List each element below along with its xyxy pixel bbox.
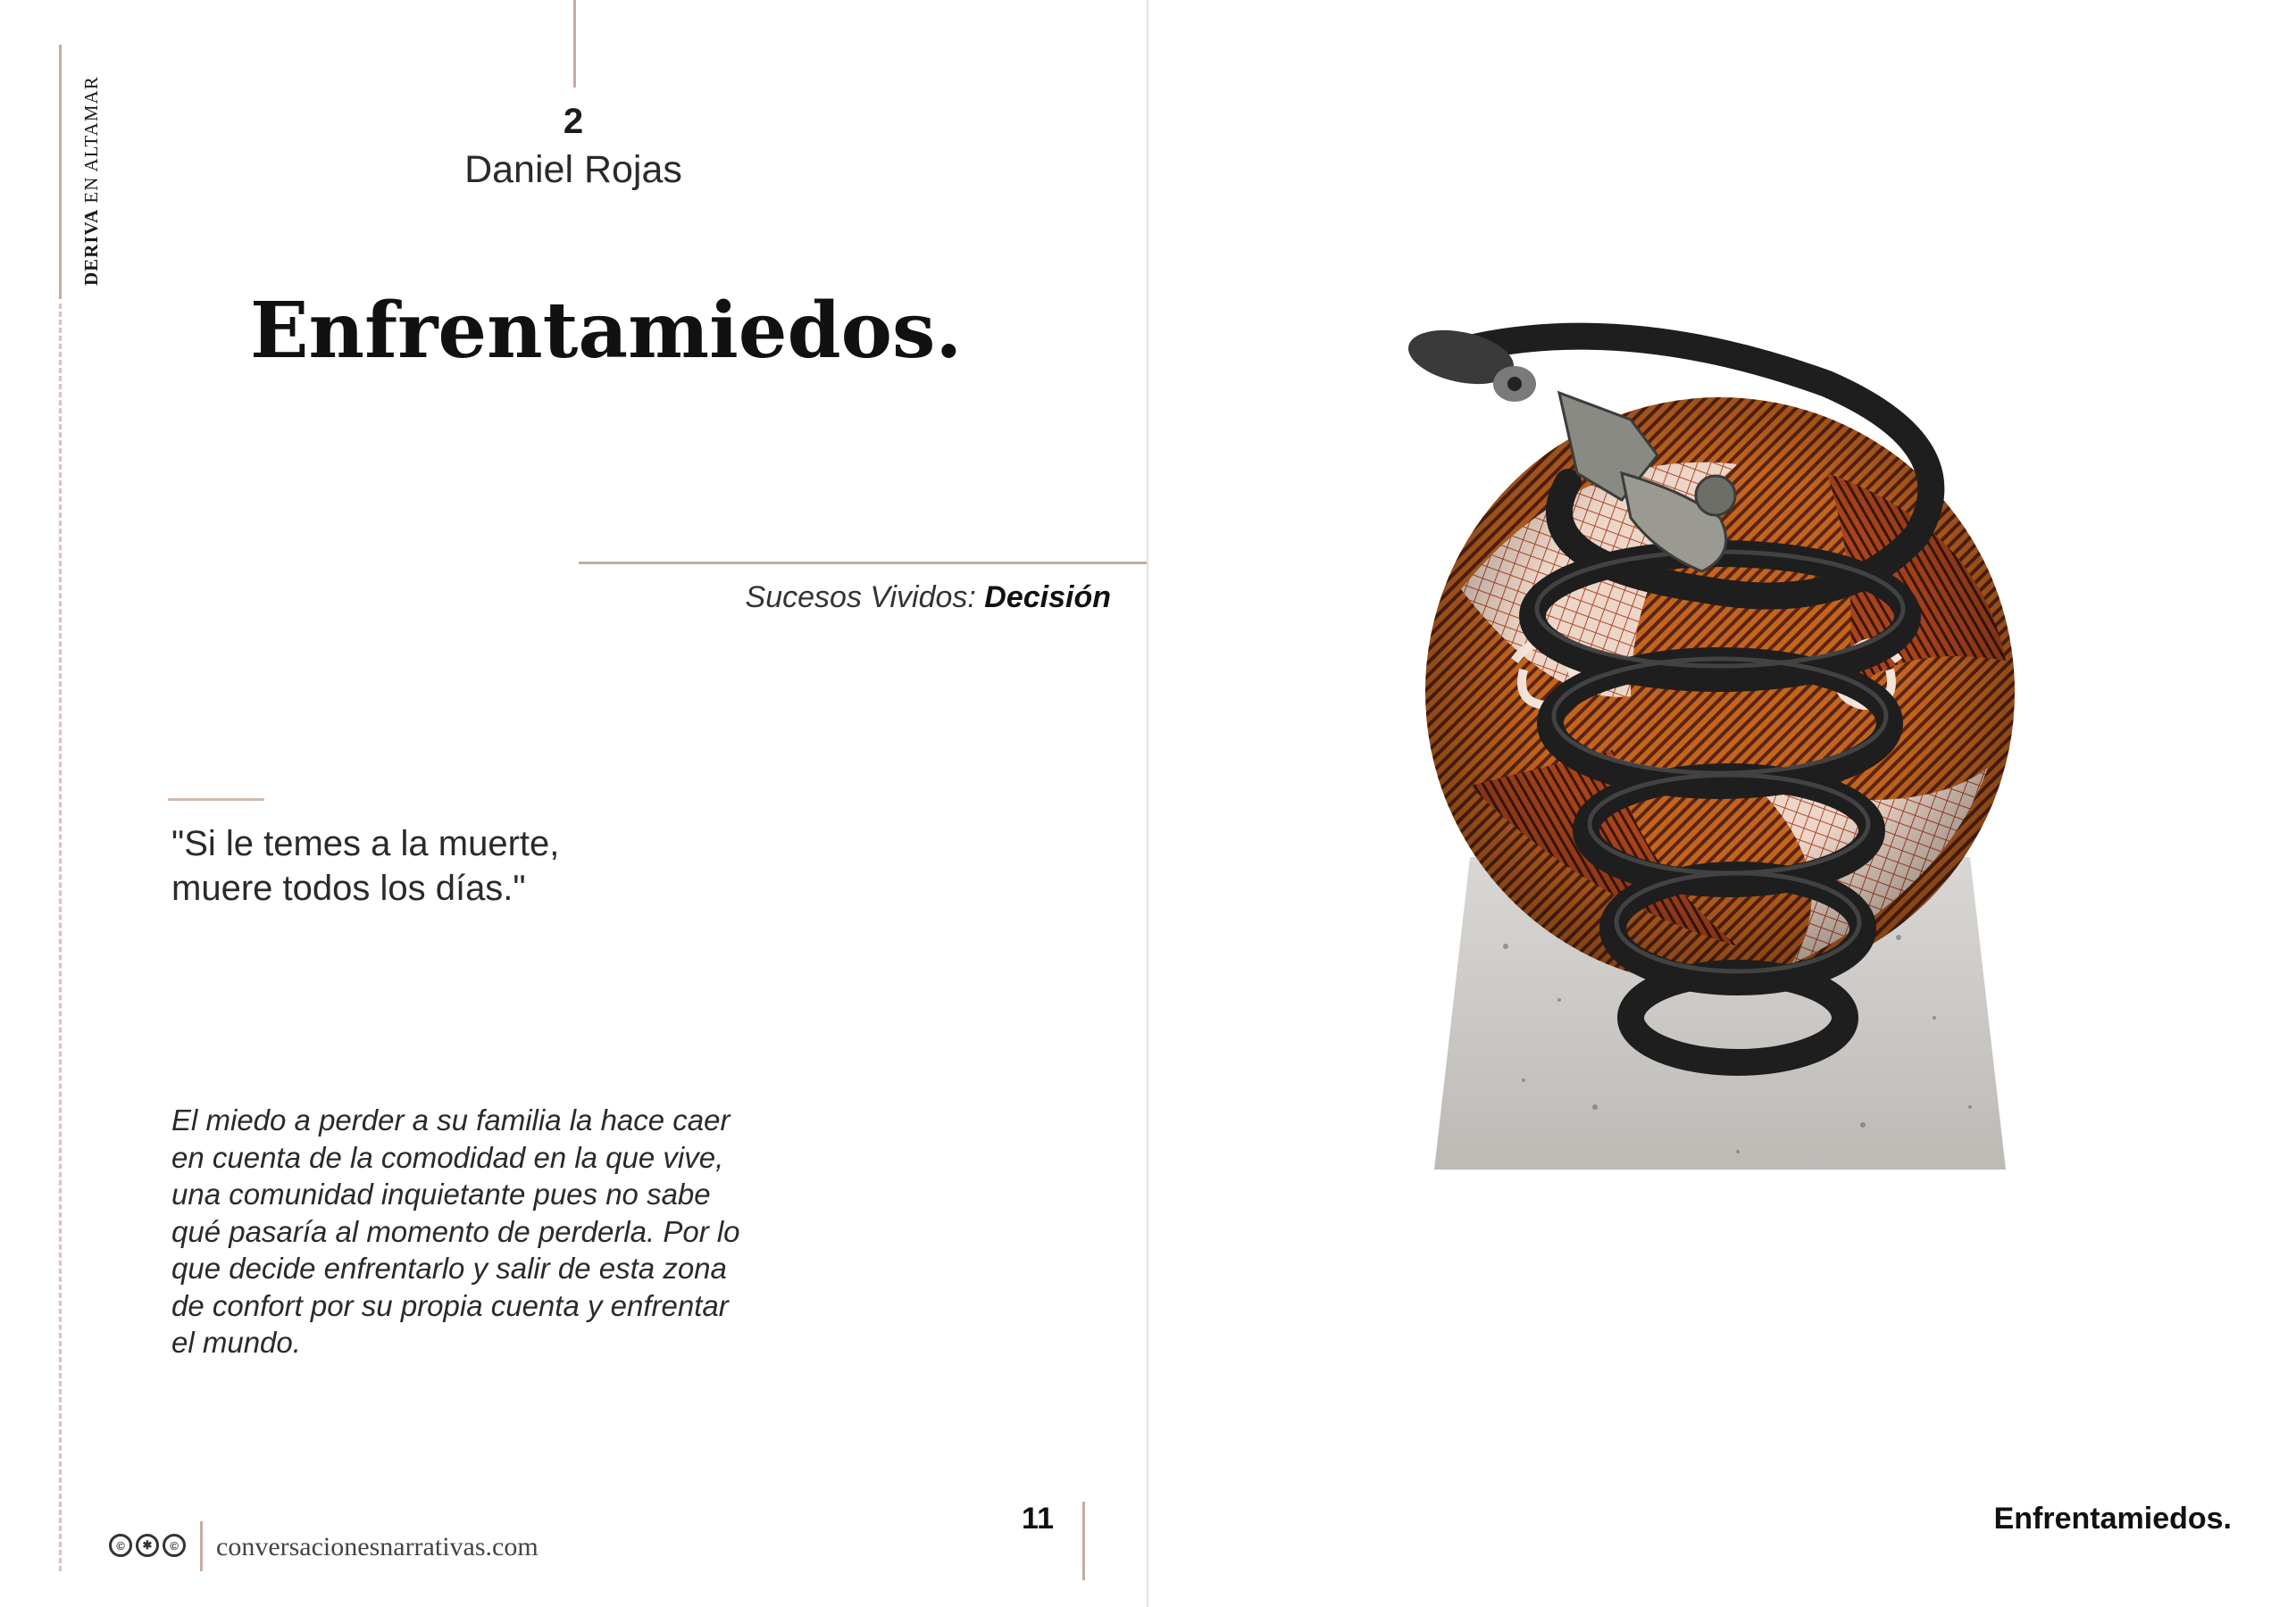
running-title: Enfrentamiedos.: [1993, 1502, 2232, 1536]
page-number-rule: [1082, 1502, 1085, 1580]
cc-icon: ©: [109, 1534, 132, 1557]
footer-divider: [200, 1521, 203, 1571]
quote-line-2: muere todos los días.": [171, 869, 526, 908]
right-page: [1148, 0, 2296, 1607]
margin-dashed-rule: [59, 304, 62, 1571]
quote-rule: [168, 798, 264, 801]
running-header-bold: DERIVA: [80, 208, 102, 286]
site-url: conversacionesnarrativas.com: [216, 1532, 539, 1561]
category-value: Decisión: [984, 580, 1111, 614]
category-label: Sucesos Vividos:: [745, 580, 985, 614]
quote-line-1: "Si le temes a la muerte,: [171, 824, 560, 863]
collage-illustration: [1363, 321, 2077, 1178]
chapter-number: 2: [563, 102, 584, 141]
chapter-title: Enfrentamiedos.: [250, 286, 963, 376]
license-icons: [109, 1534, 186, 1557]
epigraph-quote: [171, 821, 672, 911]
cc-icon-2: ©: [163, 1534, 186, 1557]
running-header: [80, 76, 103, 286]
author-name: Daniel Rojas: [464, 148, 682, 191]
category-rule: [579, 562, 1147, 564]
synopsis-text: El miedo a perder a su familia la hace caer en cuenta de la comodidad en la que vive, una comunidad inquietante pues no sabe qué pasaría al momento de perderla. Por lo que decide enfrentarlo y salir de esta zona de confort por su propia cuenta y enfrentar el mundo.: [171, 1103, 740, 1359]
left-page: [0, 0, 1147, 1607]
category-line: [746, 580, 1111, 615]
running-header-rest: EN ALTAMAR: [80, 76, 102, 209]
by-icon: ✱: [136, 1534, 159, 1557]
margin-solid-rule: [59, 45, 62, 299]
page-number: 11: [1022, 1502, 1054, 1536]
top-accent-line: [573, 0, 576, 87]
